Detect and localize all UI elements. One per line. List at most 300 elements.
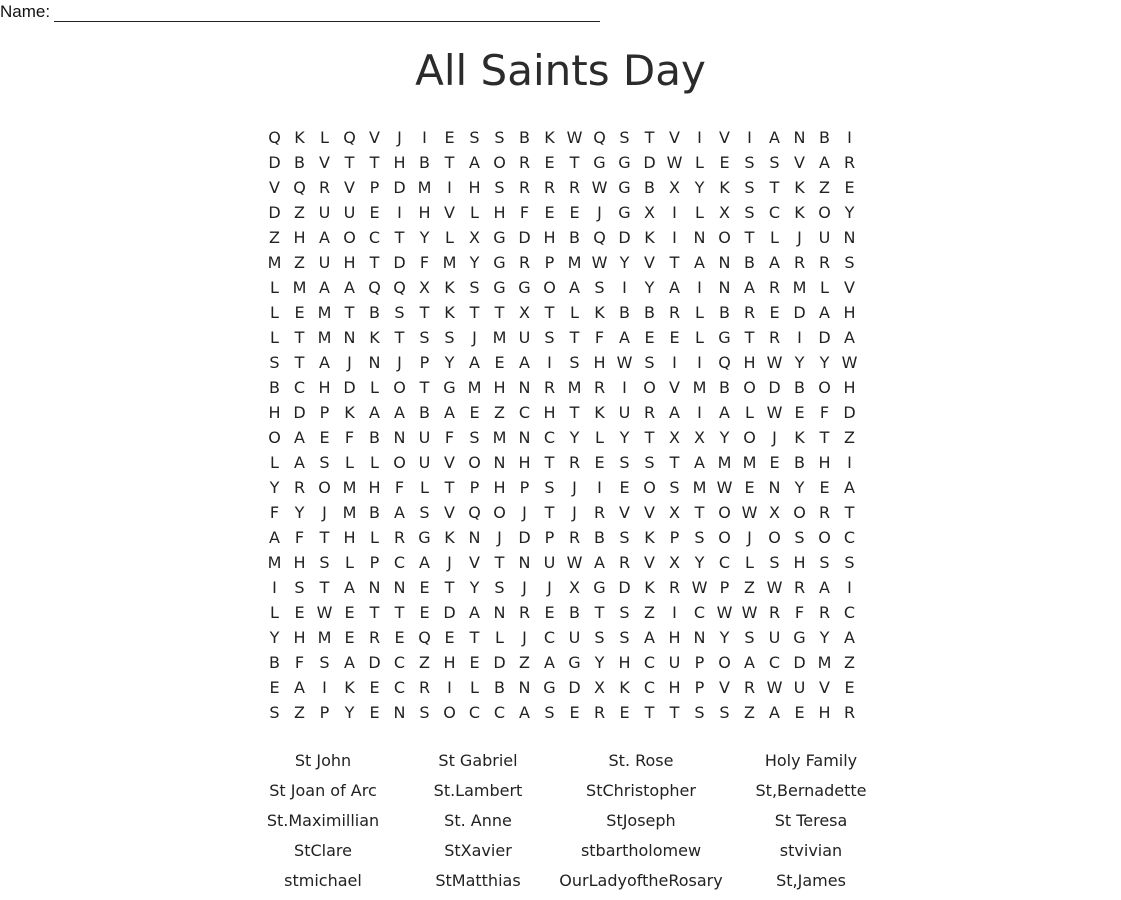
word-list-item: StXavier bbox=[444, 841, 512, 860]
grid-letter: M bbox=[342, 478, 357, 497]
grid-letter: H bbox=[343, 528, 356, 547]
grid-letter: D bbox=[518, 228, 531, 247]
grid-letter: A bbox=[619, 328, 630, 347]
grid-letter: L bbox=[595, 428, 604, 447]
grid-letter: H bbox=[268, 403, 281, 422]
grid-letter: H bbox=[518, 453, 531, 472]
grid-letter: S bbox=[469, 128, 480, 147]
grid-letter: M bbox=[417, 178, 432, 197]
grid-letter: E bbox=[369, 678, 380, 697]
grid-letter: B bbox=[369, 503, 380, 522]
grid-letter: Y bbox=[819, 628, 830, 647]
grid-letter: R bbox=[518, 178, 531, 197]
grid-letter: T bbox=[469, 628, 480, 647]
grid-letter: S bbox=[769, 553, 780, 572]
grid-letter: S bbox=[619, 528, 630, 547]
grid-letter: W bbox=[741, 603, 758, 622]
grid-letter: I bbox=[697, 353, 702, 372]
grid-letter: Y bbox=[719, 628, 730, 647]
grid-letter: G bbox=[493, 278, 506, 297]
grid-letter: I bbox=[447, 178, 452, 197]
grid-letter: E bbox=[544, 153, 555, 172]
grid-letter: J bbox=[522, 578, 527, 597]
grid-letter: O bbox=[793, 503, 806, 522]
grid-letter: T bbox=[644, 703, 655, 722]
grid-letter: G bbox=[493, 253, 506, 272]
grid-letter: B bbox=[594, 528, 605, 547]
grid-letter: M bbox=[317, 328, 332, 347]
grid-row bbox=[262, 475, 862, 500]
grid-letter: D bbox=[818, 328, 831, 347]
grid-letter: S bbox=[819, 553, 830, 572]
grid-letter: H bbox=[843, 378, 856, 397]
grid-letter: I bbox=[622, 378, 627, 397]
grid-letter: S bbox=[494, 128, 505, 147]
grid-letter: T bbox=[319, 528, 330, 547]
grid-letter: G bbox=[618, 178, 631, 197]
grid-letter: J bbox=[397, 128, 402, 147]
grid-letter: T bbox=[369, 153, 380, 172]
grid-letter: B bbox=[569, 603, 580, 622]
grid-letter: L bbox=[495, 628, 504, 647]
grid-letter: P bbox=[319, 703, 330, 722]
grid-letter: A bbox=[344, 578, 355, 597]
grid-letter: A bbox=[269, 528, 280, 547]
grid-letter: V bbox=[644, 553, 655, 572]
grid-row bbox=[262, 175, 862, 200]
grid-letter: I bbox=[672, 228, 677, 247]
grid-letter: A bbox=[319, 228, 330, 247]
grid-letter: A bbox=[769, 703, 780, 722]
grid-letter: W bbox=[566, 128, 583, 147]
grid-letter: Q bbox=[468, 503, 481, 522]
grid-letter: T bbox=[569, 328, 580, 347]
grid-letter: T bbox=[769, 178, 780, 197]
grid-letter: J bbox=[522, 628, 527, 647]
grid-letter: T bbox=[594, 603, 605, 622]
grid-letter: B bbox=[719, 303, 730, 322]
grid-letter: D bbox=[768, 378, 781, 397]
grid-letter: M bbox=[492, 328, 507, 347]
grid-letter: C bbox=[718, 553, 731, 572]
grid-letter: O bbox=[768, 528, 781, 547]
grid-letter: O bbox=[643, 378, 656, 397]
grid-letter: A bbox=[694, 253, 705, 272]
grid-letter: T bbox=[744, 328, 755, 347]
grid-letter: S bbox=[319, 653, 330, 672]
grid-letter: C bbox=[643, 653, 656, 672]
grid-letter: N bbox=[518, 378, 531, 397]
word-list-item: stmichael bbox=[284, 871, 362, 890]
grid-letter: C bbox=[293, 378, 306, 397]
grid-letter: P bbox=[544, 528, 555, 547]
grid-letter: N bbox=[718, 253, 731, 272]
grid-letter: J bbox=[522, 503, 527, 522]
grid-letter: G bbox=[593, 153, 606, 172]
grid-letter: V bbox=[444, 203, 455, 222]
grid-letter: M bbox=[567, 378, 582, 397]
grid-letter: N bbox=[518, 678, 531, 697]
grid-letter: S bbox=[744, 628, 755, 647]
grid-letter: V bbox=[844, 278, 855, 297]
grid-letter: R bbox=[293, 478, 306, 497]
grid-letter: O bbox=[818, 203, 831, 222]
grid-letter: D bbox=[618, 228, 631, 247]
grid-letter: A bbox=[294, 428, 305, 447]
grid-letter: L bbox=[270, 278, 279, 297]
word-list-item: StJoseph bbox=[606, 811, 676, 830]
grid-letter: I bbox=[622, 278, 627, 297]
grid-row bbox=[262, 300, 862, 325]
grid-letter: F bbox=[819, 403, 830, 422]
grid-letter: H bbox=[668, 628, 681, 647]
grid-letter: S bbox=[744, 153, 755, 172]
grid-letter: A bbox=[744, 278, 755, 297]
grid-row bbox=[262, 375, 862, 400]
grid-letter: C bbox=[768, 653, 781, 672]
grid-letter: R bbox=[818, 603, 831, 622]
grid-letter: N bbox=[518, 553, 531, 572]
grid-letter: H bbox=[793, 553, 806, 572]
grid-letter: I bbox=[797, 328, 802, 347]
grid-letter: O bbox=[393, 453, 406, 472]
grid-letter: O bbox=[343, 228, 356, 247]
grid-letter: N bbox=[368, 578, 381, 597]
grid-letter: S bbox=[494, 578, 505, 597]
grid-letter: M bbox=[442, 253, 457, 272]
grid-letter: L bbox=[470, 203, 479, 222]
grid-letter: H bbox=[818, 703, 831, 722]
grid-letter: T bbox=[819, 428, 830, 447]
grid-letter: O bbox=[718, 528, 731, 547]
name-blank-line bbox=[54, 3, 600, 22]
grid-letter: G bbox=[418, 528, 431, 547]
grid-letter: R bbox=[618, 553, 631, 572]
grid-letter: J bbox=[397, 353, 402, 372]
grid-letter: E bbox=[769, 303, 780, 322]
grid-letter: U bbox=[418, 428, 431, 447]
grid-letter: Q bbox=[718, 353, 731, 372]
grid-letter: K bbox=[444, 278, 455, 297]
grid-letter: U bbox=[318, 203, 331, 222]
grid-letter: M bbox=[342, 503, 357, 522]
grid-letter: L bbox=[370, 378, 379, 397]
grid-letter: A bbox=[319, 353, 330, 372]
word-list-item: St.Maximillian bbox=[266, 811, 380, 830]
grid-letter: O bbox=[818, 528, 831, 547]
grid-letter: L bbox=[370, 528, 379, 547]
grid-letter: B bbox=[519, 128, 530, 147]
word-list-item: St Teresa bbox=[774, 811, 848, 830]
grid-letter: Y bbox=[794, 478, 805, 497]
grid-letter: A bbox=[544, 653, 555, 672]
grid-letter: J bbox=[322, 503, 327, 522]
grid-letter: E bbox=[444, 628, 455, 647]
grid-letter: Z bbox=[844, 653, 855, 672]
grid-row bbox=[262, 700, 862, 725]
grid-letter: A bbox=[444, 403, 455, 422]
grid-letter: E bbox=[844, 178, 855, 197]
grid-letter: B bbox=[369, 428, 380, 447]
word-list-item: St. Rose bbox=[608, 751, 674, 770]
grid-letter: A bbox=[469, 153, 480, 172]
grid-letter: Q bbox=[368, 278, 381, 297]
grid-letter: N bbox=[493, 603, 506, 622]
grid-letter: I bbox=[847, 453, 852, 472]
grid-letter: R bbox=[418, 678, 431, 697]
grid-letter: R bbox=[568, 178, 581, 197]
grid-letter: E bbox=[744, 478, 755, 497]
grid-letter: T bbox=[419, 303, 430, 322]
grid-letter: R bbox=[543, 378, 556, 397]
grid-letter: Z bbox=[644, 603, 655, 622]
grid-letter: E bbox=[644, 328, 655, 347]
grid-letter: P bbox=[419, 353, 430, 372]
grid-letter: V bbox=[269, 178, 280, 197]
grid-letter: X bbox=[769, 503, 780, 522]
grid-letter: S bbox=[719, 703, 730, 722]
grid-letter: A bbox=[819, 153, 830, 172]
grid-row bbox=[262, 400, 862, 425]
grid-letter: E bbox=[569, 203, 580, 222]
grid-letter: T bbox=[344, 153, 355, 172]
grid-letter: L bbox=[695, 153, 704, 172]
grid-letter: D bbox=[843, 403, 856, 422]
grid-letter: W bbox=[566, 553, 583, 572]
word-list-item: StChristopher bbox=[586, 781, 696, 800]
grid-letter: S bbox=[844, 253, 855, 272]
grid-letter: R bbox=[793, 578, 806, 597]
grid-row bbox=[262, 500, 862, 525]
grid-letter: L bbox=[570, 303, 579, 322]
grid-letter: B bbox=[719, 378, 730, 397]
grid-letter: R bbox=[668, 303, 681, 322]
grid-letter: Y bbox=[269, 478, 280, 497]
grid-letter: S bbox=[294, 578, 305, 597]
grid-letter: A bbox=[669, 278, 680, 297]
grid-letter: A bbox=[819, 303, 830, 322]
grid-letter: V bbox=[444, 503, 455, 522]
grid-letter: E bbox=[769, 453, 780, 472]
grid-letter: X bbox=[419, 278, 430, 297]
grid-letter: S bbox=[694, 703, 705, 722]
word-list-item: StClare bbox=[294, 841, 352, 860]
grid-letter: S bbox=[744, 178, 755, 197]
grid-letter: X bbox=[469, 228, 480, 247]
grid-letter: P bbox=[319, 403, 330, 422]
grid-letter: Y bbox=[344, 703, 355, 722]
grid-letter: I bbox=[447, 678, 452, 697]
grid-letter: C bbox=[393, 653, 406, 672]
grid-letter: H bbox=[443, 653, 456, 672]
grid-letter: V bbox=[319, 153, 330, 172]
grid-letter: B bbox=[644, 303, 655, 322]
grid-letter: E bbox=[319, 428, 330, 447]
grid-letter: M bbox=[292, 278, 307, 297]
grid-letter: X bbox=[719, 203, 730, 222]
grid-letter: T bbox=[394, 328, 405, 347]
word-list-item: St Joan of Arc bbox=[269, 781, 377, 800]
grid-letter: M bbox=[692, 478, 707, 497]
grid-letter: Z bbox=[519, 653, 530, 672]
grid-letter: Z bbox=[844, 428, 855, 447]
grid-letter: S bbox=[769, 153, 780, 172]
grid-letter: L bbox=[695, 328, 704, 347]
grid-letter: O bbox=[493, 503, 506, 522]
grid-letter: S bbox=[594, 278, 605, 297]
grid-letter: Y bbox=[269, 628, 280, 647]
word-list bbox=[238, 750, 888, 892]
grid-letter: F bbox=[519, 203, 530, 222]
grid-letter: E bbox=[369, 203, 380, 222]
grid-letter: U bbox=[343, 203, 356, 222]
grid-letter: L bbox=[345, 453, 354, 472]
grid-letter: L bbox=[695, 303, 704, 322]
grid-letter: E bbox=[669, 328, 680, 347]
grid-letter: P bbox=[669, 528, 680, 547]
grid-letter: J bbox=[572, 478, 577, 497]
grid-letter: A bbox=[769, 253, 780, 272]
grid-letter: U bbox=[543, 553, 556, 572]
grid-letter: S bbox=[494, 178, 505, 197]
grid-letter: A bbox=[469, 603, 480, 622]
grid-letter: B bbox=[794, 453, 805, 472]
grid-letter: P bbox=[369, 178, 380, 197]
grid-letter: S bbox=[269, 353, 280, 372]
grid-letter: T bbox=[369, 603, 380, 622]
grid-letter: V bbox=[444, 453, 455, 472]
grid-letter: N bbox=[693, 628, 706, 647]
grid-letter: S bbox=[619, 603, 630, 622]
grid-letter: H bbox=[843, 303, 856, 322]
grid-letter: J bbox=[472, 328, 477, 347]
grid-letter: Q bbox=[343, 128, 356, 147]
grid-letter: A bbox=[394, 503, 405, 522]
grid-letter: A bbox=[669, 403, 680, 422]
grid-letter: S bbox=[544, 478, 555, 497]
grid-letter: W bbox=[741, 503, 758, 522]
grid-letter: R bbox=[593, 703, 606, 722]
grid-letter: L bbox=[270, 603, 279, 622]
grid-letter: P bbox=[469, 478, 480, 497]
grid-letter: S bbox=[444, 328, 455, 347]
grid-letter: N bbox=[693, 228, 706, 247]
grid-row bbox=[262, 550, 862, 575]
grid-letter: O bbox=[718, 653, 731, 672]
grid-letter: A bbox=[719, 403, 730, 422]
grid-letter: E bbox=[344, 603, 355, 622]
grid-letter: I bbox=[697, 403, 702, 422]
grid-letter: F bbox=[594, 328, 605, 347]
grid-letter: O bbox=[643, 478, 656, 497]
grid-letter: A bbox=[419, 553, 430, 572]
grid-letter: D bbox=[393, 178, 406, 197]
grid-letter: T bbox=[669, 703, 680, 722]
word-list-item: St,Bernadette bbox=[755, 781, 867, 800]
grid-letter: O bbox=[718, 228, 731, 247]
grid-letter: W bbox=[716, 603, 733, 622]
grid-row bbox=[262, 225, 862, 250]
grid-letter: R bbox=[793, 253, 806, 272]
grid-letter: Z bbox=[269, 228, 280, 247]
grid-letter: A bbox=[469, 353, 480, 372]
grid-letter: A bbox=[294, 453, 305, 472]
grid-letter: W bbox=[591, 178, 608, 197]
grid-letter: R bbox=[393, 528, 406, 547]
grid-letter: O bbox=[543, 278, 556, 297]
grid-letter: D bbox=[268, 203, 281, 222]
grid-letter: F bbox=[344, 428, 355, 447]
grid-letter: T bbox=[394, 603, 405, 622]
grid-letter: F bbox=[269, 503, 280, 522]
grid-letter: W bbox=[316, 603, 333, 622]
grid-letter: U bbox=[668, 653, 681, 672]
grid-letter: T bbox=[644, 428, 655, 447]
grid-letter: W bbox=[841, 353, 858, 372]
grid-letter: N bbox=[718, 278, 731, 297]
grid-letter: Q bbox=[418, 628, 431, 647]
grid-letter: W bbox=[766, 678, 783, 697]
grid-letter: D bbox=[793, 653, 806, 672]
grid-letter: Z bbox=[294, 253, 305, 272]
grid-letter: K bbox=[344, 403, 355, 422]
grid-letter: P bbox=[544, 253, 555, 272]
grid-letter: J bbox=[597, 203, 602, 222]
grid-letter: B bbox=[744, 253, 755, 272]
grid-letter: T bbox=[569, 153, 580, 172]
grid-letter: J bbox=[347, 353, 352, 372]
grid-letter: B bbox=[419, 153, 430, 172]
grid-letter: E bbox=[569, 703, 580, 722]
grid-letter: A bbox=[344, 653, 355, 672]
grid-letter: F bbox=[294, 653, 305, 672]
grid-letter: W bbox=[766, 403, 783, 422]
grid-letter: W bbox=[691, 578, 708, 597]
grid-letter: N bbox=[468, 528, 481, 547]
grid-letter: L bbox=[445, 228, 454, 247]
grid-letter: U bbox=[418, 453, 431, 472]
grid-letter: K bbox=[369, 328, 380, 347]
grid-letter: J bbox=[447, 553, 452, 572]
grid-letter: U bbox=[768, 628, 781, 647]
grid-letter: T bbox=[744, 228, 755, 247]
grid-letter: R bbox=[843, 703, 856, 722]
grid-letter: A bbox=[369, 403, 380, 422]
grid-letter: E bbox=[444, 128, 455, 147]
grid-letter: J bbox=[547, 578, 552, 597]
grid-letter: F bbox=[294, 528, 305, 547]
grid-letter: Y bbox=[469, 578, 480, 597]
grid-letter: Y bbox=[469, 253, 480, 272]
grid-letter: X bbox=[519, 303, 530, 322]
grid-letter: L bbox=[420, 478, 429, 497]
grid-letter: S bbox=[544, 328, 555, 347]
grid-letter: T bbox=[369, 253, 380, 272]
grid-letter: G bbox=[593, 578, 606, 597]
grid-row bbox=[262, 450, 862, 475]
grid-letter: W bbox=[766, 353, 783, 372]
grid-letter: M bbox=[792, 278, 807, 297]
grid-letter: B bbox=[419, 403, 430, 422]
grid-letter: V bbox=[794, 153, 805, 172]
word-list-item: stbartholomew bbox=[580, 841, 702, 860]
grid-letter: G bbox=[493, 228, 506, 247]
grid-letter: E bbox=[469, 403, 480, 422]
grid-letter: H bbox=[543, 228, 556, 247]
grid-letter: G bbox=[568, 653, 581, 672]
grid-letter: N bbox=[793, 128, 806, 147]
grid-letter: Y bbox=[294, 503, 305, 522]
